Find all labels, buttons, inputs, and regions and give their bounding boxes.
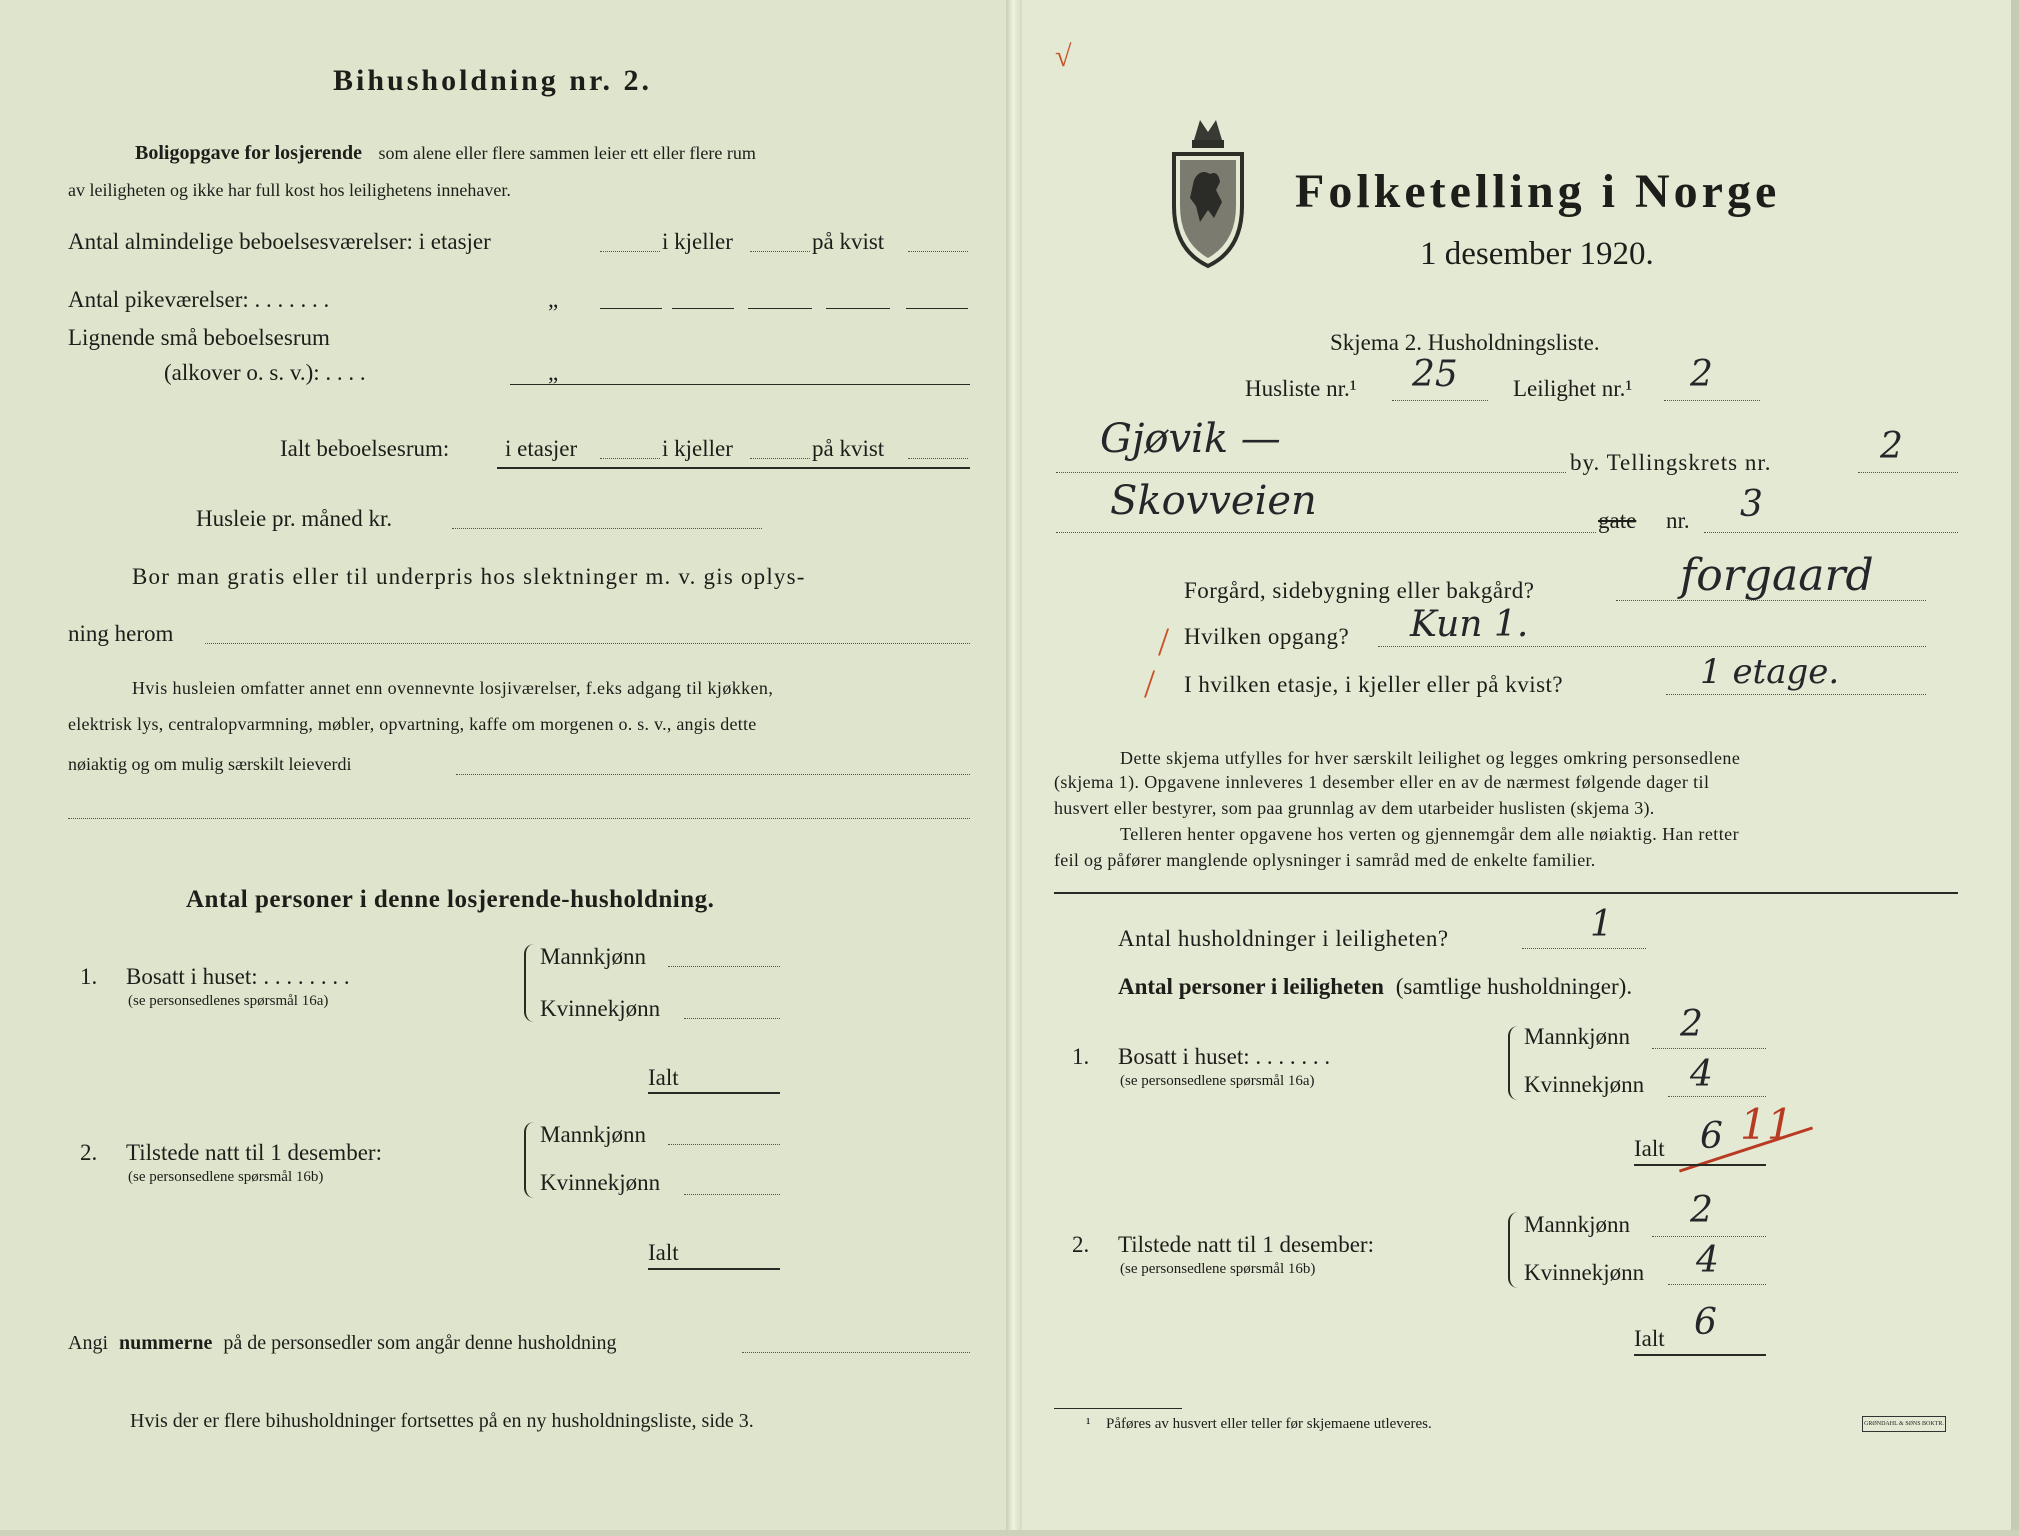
pike-label: Antal pikeværelser: . . . . . . . — [68, 287, 330, 312]
left-persons-heading: Antal personer i denne losjerende-husholdning. — [186, 886, 715, 913]
footnote-text: Påføres av husvert eller teller før skjemaene utleveres. — [1106, 1416, 1432, 1432]
right-q1-brace — [1508, 1026, 1520, 1100]
rooms-kvist-field — [908, 251, 968, 252]
husleie-label: Husleie pr. måned kr. — [196, 506, 393, 531]
census-date: 1 desember 1920. — [1420, 236, 1654, 272]
bor-field — [205, 643, 970, 644]
left-q1-brace — [524, 944, 536, 1022]
gate-nr-field — [1704, 532, 1958, 533]
page-edge-bottom — [0, 1530, 2019, 1536]
left-q2-mann-field — [668, 1144, 780, 1145]
rooms-etasjer-field — [600, 251, 660, 252]
left-q1-kvinne-label: Kvinnekjønn — [540, 996, 661, 1021]
town-value: Gjøvik — — [1100, 416, 1281, 462]
small-ditto: „ — [548, 360, 559, 385]
left-q1-mann-label: Mannkjønn — [540, 944, 647, 969]
left-q1-ialt-label: Ialt — [648, 1065, 679, 1090]
right-q1-ialt-value: 6 — [1700, 1116, 1723, 1157]
right-q2-kvinne-field — [1668, 1284, 1766, 1285]
left-q2-sub: (se personsedlene spørsmål 16b) — [128, 1169, 324, 1185]
krets-value: 2 — [1880, 426, 1903, 467]
right-q1-kvinne-label: Kvinnekjønn — [1524, 1072, 1645, 1097]
left-q2-label: Tilstede natt til 1 desember: — [126, 1140, 382, 1165]
opgang-field — [1378, 646, 1926, 647]
small-rooms-label-2: (alkover o. s. v.): . . . . — [164, 360, 366, 385]
leilighet-field — [1664, 400, 1760, 401]
opgang-value: Kun 1. — [1410, 604, 1529, 645]
rooms-kjeller-label: i kjeller — [662, 229, 733, 254]
forgard-label: Forgård, sidebygning eller bakgård? — [1184, 578, 1535, 603]
intro-bold: Boligopgave for losjerende — [135, 142, 363, 164]
angi-rest: på de personsedler som angår denne husholdning — [223, 1332, 617, 1354]
husliste-value: 25 — [1412, 354, 1458, 395]
left-q2-ialt-field — [648, 1268, 780, 1270]
by-label: by. Tellingskrets nr. — [1570, 450, 1772, 475]
right-q1-kvinne-value: 4 — [1690, 1054, 1713, 1095]
right-q2-mann-value: 2 — [1690, 1190, 1713, 1231]
instr-line-4: Telleren henter opgavene hos verten og gjennemgår dem alle nøiaktig. Han retter — [1120, 824, 1740, 844]
forgard-field — [1616, 600, 1926, 601]
hvis-line-1: Hvis husleien omfatter annet enn ovennevnte losjiværelser, f.eks adgang til kjøkken, — [132, 678, 774, 698]
right-q2-sub: (se personsedlene spørsmål 16b) — [1120, 1261, 1316, 1277]
right-q2-label: Tilstede natt til 1 desember: — [1118, 1232, 1374, 1257]
small-rooms-label-1: Lignende små beboelsesrum — [68, 325, 330, 350]
right-q1-label: Bosatt i huset: . . . . . . . — [1118, 1044, 1331, 1069]
coat-of-arms-icon — [1170, 110, 1246, 270]
instr-line-2: (skjema 1). Opgavene innleveres 1 desember eller en av de nærmest følgende dager til — [1054, 772, 1710, 792]
right-q2-ialt-value: 6 — [1694, 1302, 1717, 1343]
pike-kvist-field-2 — [906, 308, 968, 309]
husliste-field — [1392, 400, 1488, 401]
hvis-field-2 — [68, 818, 970, 819]
instr-line-3: husvert eller bestyrer, som paa grunnlag av dem utarbeider huslisten (skjema 3). — [1054, 798, 1655, 818]
right-q2-ialt-label: Ialt — [1634, 1326, 1665, 1351]
leilighet-value: 2 — [1690, 354, 1713, 395]
ialt-etasjer-label: i etasjer — [505, 436, 578, 461]
right-q1-num: 1. — [1072, 1044, 1090, 1069]
footnote-number: ¹ — [1086, 1416, 1091, 1432]
left-q2-kvinne-field — [684, 1194, 780, 1195]
left-footer: Hvis der er flere bihusholdninger fortsettes på en ny husholdningsliste, side 3. — [130, 1410, 754, 1432]
ialt-rooms-underline — [497, 467, 970, 469]
opgang-label: Hvilken opgang? — [1184, 624, 1350, 649]
pike-kvist-field — [826, 308, 890, 309]
left-q1-ialt-field — [648, 1092, 780, 1094]
right-q2-ialt-field — [1634, 1354, 1766, 1356]
intro-line-1 — [135, 142, 756, 165]
right-q1-mann-value: 2 — [1680, 1004, 1703, 1045]
page-fold — [1006, 0, 1022, 1536]
right-q2-brace — [1508, 1212, 1520, 1288]
right-q1-ialt-label: Ialt — [1634, 1136, 1665, 1161]
angi-pre: Angi — [68, 1332, 108, 1354]
gate-nr-value: 3 — [1740, 484, 1763, 525]
husliste-label: Husliste nr.¹ — [1245, 376, 1357, 401]
left-q2-num: 2. — [80, 1140, 98, 1165]
hush-label: Antal husholdninger i leiligheten? — [1118, 926, 1449, 951]
ialt-kvist-field — [908, 458, 968, 459]
hvis-field — [456, 774, 970, 775]
pike-kjeller-field — [672, 308, 734, 309]
intro-line-2: av leiligheten og ikke har full kost hos leilighetens innehaver. — [68, 180, 511, 200]
page-edge — [2011, 0, 2019, 1536]
printer-stamp: GRØNDAHL & SØNS BOKTR. — [1862, 1416, 1946, 1432]
left-q2-kvinne-label: Kvinnekjønn — [540, 1170, 661, 1195]
forgard-value: forgaard — [1680, 550, 1874, 601]
left-q2-brace — [524, 1122, 536, 1198]
pike-kjeller-field-2 — [748, 308, 812, 309]
intro-rest: som alene eller flere sammen leier ett eller flere rum — [378, 143, 756, 163]
hush-value: 1 — [1590, 904, 1613, 945]
left-q1-mann-field — [668, 966, 780, 967]
hvis-line-2: elektrisk lys, centralopvarmning, møbler, opvartning, kaffe om morgenen o. s. v., angis dette — [68, 714, 757, 734]
gate-nr-label: nr. — [1666, 508, 1690, 533]
right-q1-ialt-correction: 11 — [1740, 1100, 1794, 1149]
left-q1-kvinne-field — [684, 1018, 780, 1019]
right-persons-heading — [1118, 974, 1632, 1000]
hush-field — [1522, 948, 1646, 949]
small-rooms-field — [510, 384, 970, 385]
margin-mark: / — [1158, 619, 1170, 664]
left-title: Bihusholdning nr. 2. — [333, 64, 653, 97]
right-q2-mann-label: Mannkjønn — [1524, 1212, 1631, 1237]
etasje-value: 1 etage. — [1700, 652, 1840, 692]
ialt-kjeller-label: i kjeller — [662, 436, 733, 461]
right-q2-kvinne-value: 4 — [1696, 1240, 1719, 1281]
pike-etasjer-field — [600, 308, 662, 309]
husleie-field — [452, 528, 762, 529]
rooms-kjeller-field — [750, 251, 810, 252]
check-mark: √ — [1055, 40, 1072, 73]
ialt-kvist-label: på kvist — [812, 436, 885, 461]
right-q1-mann-label: Mannkjønn — [1524, 1024, 1631, 1049]
ialt-etasjer-field — [600, 458, 660, 459]
angi-field — [742, 1352, 970, 1353]
right-q1-sub: (se personsedlene spørsmål 16a) — [1120, 1073, 1315, 1089]
bor-line-2: ning herom — [68, 621, 174, 646]
left-q2-ialt-label: Ialt — [648, 1240, 679, 1265]
schema-title: Skjema 2. Husholdningsliste. — [1330, 330, 1600, 355]
left-q1-label: Bosatt i huset: . . . . . . . . — [126, 964, 350, 989]
bor-line-1: Bor man gratis eller til underpris hos slektninger m. v. gis oplys- — [132, 564, 806, 589]
street-field — [1056, 532, 1596, 533]
right-title: Folketelling i Norge — [1295, 165, 1781, 218]
margin-mark-2: / — [1144, 661, 1156, 706]
pike-ditto-1: „ — [548, 287, 559, 312]
left-q2-mann-label: Mannkjønn — [540, 1122, 647, 1147]
right-persons-bold: Antal personer i leiligheten — [1118, 974, 1384, 999]
right-q1-kvinne-field — [1668, 1096, 1766, 1097]
right-q1-ialt-field — [1634, 1164, 1766, 1166]
instructions-divider — [1054, 892, 1958, 894]
leilighet-label: Leilighet nr.¹ — [1513, 376, 1633, 401]
ialt-kjeller-field — [750, 458, 810, 459]
rooms-label: Antal almindelige beboelsesværelser: i etasjer — [68, 229, 491, 254]
gate-label: gate — [1598, 508, 1637, 533]
right-q2-kvinne-label: Kvinnekjønn — [1524, 1260, 1645, 1285]
krets-field — [1858, 472, 1958, 473]
street-value: Skovveien — [1110, 478, 1317, 524]
instr-line-1: Dette skjema utfylles for hver særskilt leilighet og legges omkring personsedlene — [1120, 748, 1741, 768]
right-q2-num: 2. — [1072, 1232, 1090, 1257]
left-q1-num: 1. — [80, 964, 98, 989]
ialt-rooms-label: Ialt beboelsesrum: — [280, 436, 450, 461]
angi-line — [68, 1332, 617, 1355]
etasje-field — [1666, 694, 1926, 695]
etasje-label: I hvilken etasje, i kjeller eller på kvist? — [1184, 672, 1564, 697]
left-q1-sub: (se personsedlenes spørsmål 16a) — [128, 993, 329, 1009]
rooms-kvist-label: på kvist — [812, 229, 885, 254]
right-persons-rest: (samtlige husholdninger). — [1395, 974, 1633, 999]
right-q1-mann-field — [1652, 1048, 1766, 1049]
town-field — [1056, 472, 1566, 473]
instr-line-5: feil og påfører manglende oplysninger i samråd med de enkelte familier. — [1054, 850, 1596, 870]
hvis-line-3: nøiaktig og om mulig særskilt leieverdi — [68, 754, 352, 774]
angi-bold: nummerne — [119, 1332, 213, 1354]
right-q2-mann-field — [1652, 1236, 1766, 1237]
footnote-rule — [1054, 1408, 1182, 1409]
